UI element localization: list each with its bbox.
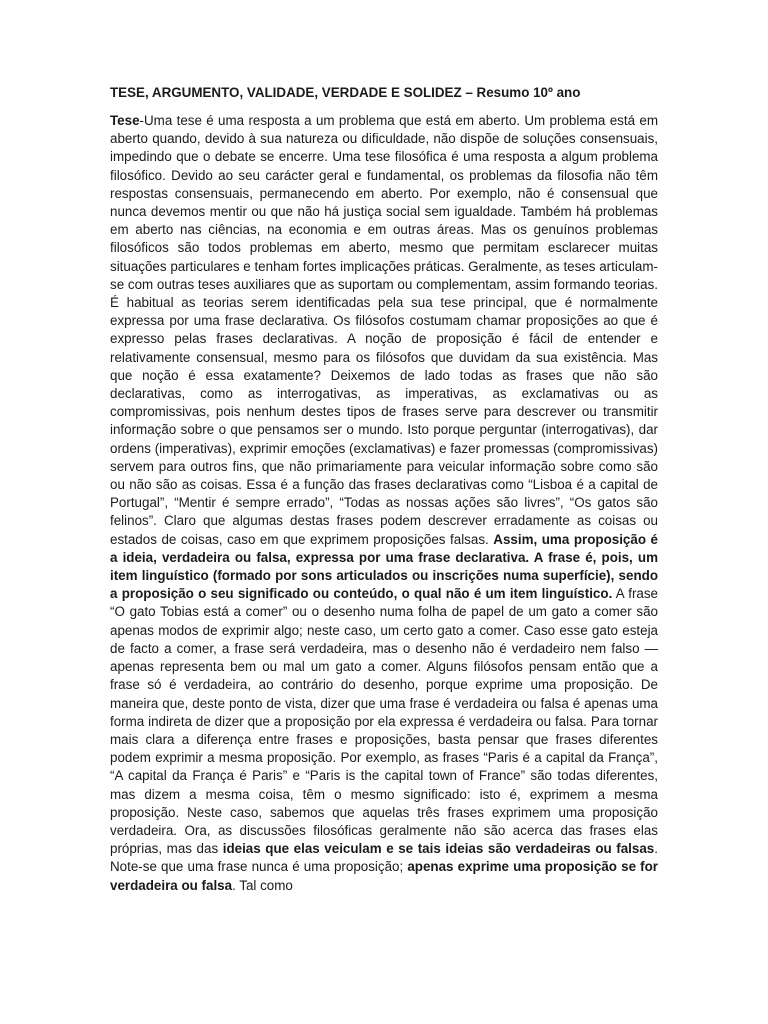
term-tese: Tese xyxy=(110,113,140,128)
text-segment: -Uma tese é uma resposta a um problema que está em aberto. Um problema está em aberto quando, devido à sua natureza ou dificuldade, não dispõe de soluções consensuais, impedindo que o debate se encerre. Uma tese filosófica é uma resposta a algum problema filosófico. Devido ao seu carácter geral e fundamental, os problemas da filosofia não têm respostas consensuais, permanecendo em aberto. Por exemplo, não é consensual que nunca devemos mentir ou que não há justiça social sem igualdade. Também há problemas em aberto nas ciências, na economia e em outras áreas. Mas os genuínos problemas filosóficos são todos problemas em aberto, mesmo que permitam esclarecer muitas situações particulares e tenham fortes implicações práticas. Geralmente, as teses articulam-se com outras teses auxiliares que as suportam ou complementam, assim formando teorias. É habitual as teorias serem identificadas pela sua tese principal, que é normalmente expressa por uma frase declarativa. Os filósofos costumam chamar proposições ao que é expresso pelas frases declarativas. A noção de proposição é fácil de entender e relativamente consensual, mesmo para os filósofos que duvidam da sua existência. Mas que noção é essa exatamente? Deixemos de lado todas as frases que não são declarativas, como as interrogativas, as imperativas, as exclamativas ou as compromissivas, pois nenhum destes tipos de frases serve para descrever ou transmitir informação sobre o que pensamos ser o mundo. Isto porque perguntar (interrogativas), dar ordens (imperativas), exprimir emoções (exclamativas) e fazer promessas (compromissivas) servem para outros fins, que não primariamente para veicular informação sobre como são ou não são as coisas. Essa é a função das frases declarativas como “Lisboa é a capital de Portugal”, “Mentir é sempre errado”, “Todas as nossas ações são livres”, “Os gatos são felinos”. Claro que algumas destas frases podem descrever erradamente as coisas ou estados de coisas, caso em que exprimem proposições falsas. xyxy=(110,113,658,547)
text-segment: A frase “O gato Tobias está a comer” ou o desenho numa folha de papel de um gato a comer são apenas modos de exprimir algo; neste caso, um certo gato a comer. Caso esse gato esteja de facto a comer, a frase será verdadeira, mas o desenho não é verdadeiro nem falso — apenas representa bem ou mal um gato a comer. Alguns filósofos pensam então que a frase só é verdadeira, ao contrário do desenho, porque exprime uma proposição. De maneira que, deste ponto de vista, dizer que uma frase é verdadeira ou falsa é apenas uma forma indireta de dizer que a proposição por ela expressa é verdadeira ou falsa. Para tornar mais clara a diferença entre frases e proposições, basta pensar que frases diferentes podem exprimir a mesma proposição. Por exemplo, as frases “Paris é a capital da França”, “A capital da França é Paris” e “Paris is the capital town of France” são todas diferentes, mas dizem a mesma coisa, têm o mesmo significado: isto é, exprimem a mesma proposição. Neste caso, sabemos que aquelas três frases exprimem uma proposição verdadeira. Ora, as discussões filosóficas geralmente não são acerca das frases elas próprias, mas das xyxy=(110,586,659,857)
bold-segment: Assim, uma proposição é a ideia, verdadeira ou falsa, expressa por uma frase declarativa. A frase é, pois, um item linguístico (formado por sons articulados ou inscrições numa superfície), sendo a proposição o seu significado ou conteúdo, o qual não é um item linguístico. xyxy=(110,531,658,602)
text-segment: . Note-se que uma frase nunca é uma proposição; xyxy=(110,841,658,875)
bold-segment: ideias que elas veiculam e se tais ideias são verdadeiras ou falsas xyxy=(222,841,655,857)
bold-segment: apenas exprime uma proposição se for verdadeira ou falsa xyxy=(110,859,658,893)
document-paragraph xyxy=(110,112,658,895)
document-page xyxy=(110,84,658,895)
text-segment: . Tal como xyxy=(232,877,293,893)
document-title: TESE, ARGUMENTO, VALIDADE, VERDADE E SOLIDEZ – Resumo 10º ano xyxy=(110,85,581,100)
